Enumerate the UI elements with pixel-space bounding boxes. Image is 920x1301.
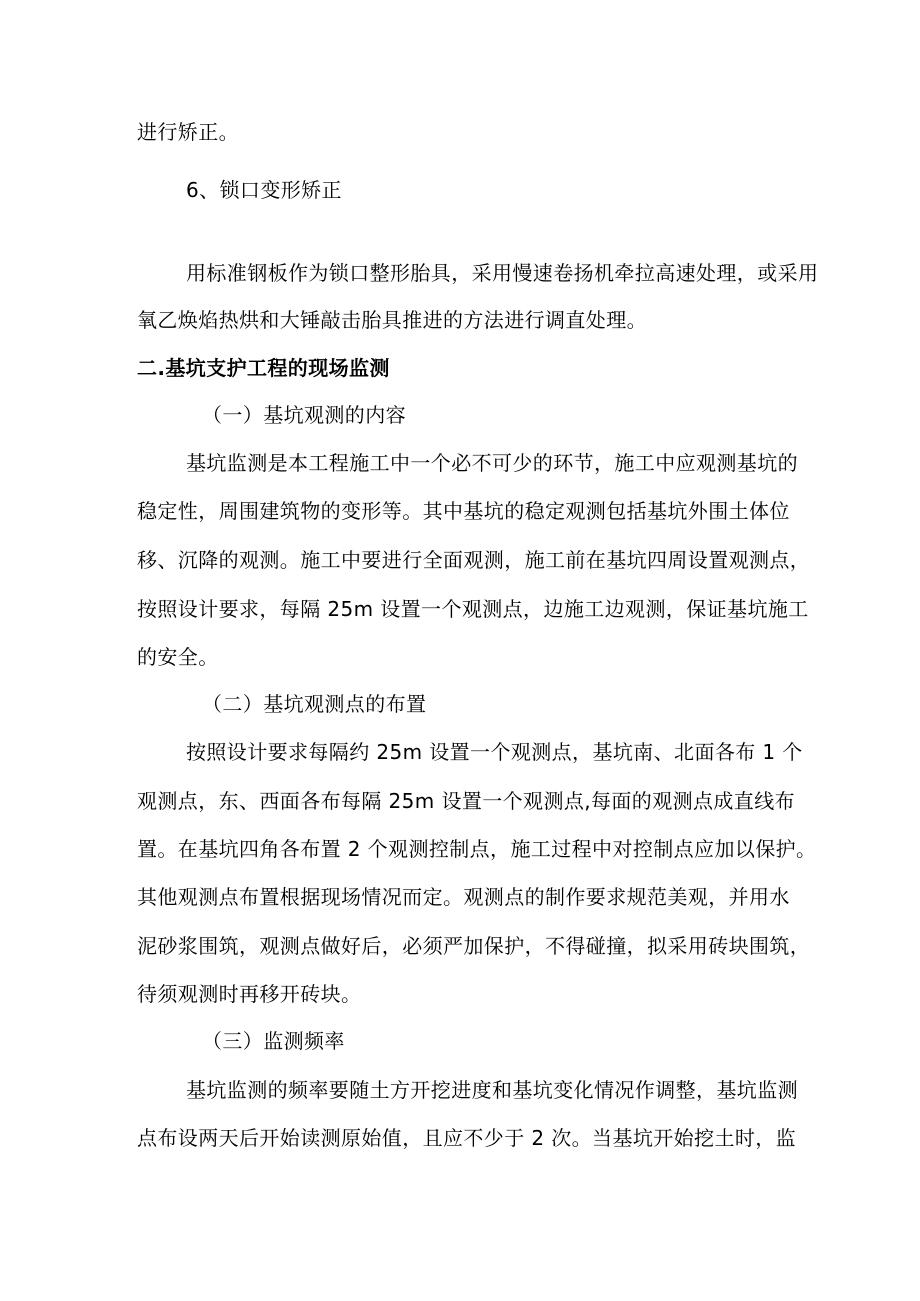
paragraph-line: 基坑监测是本工程施工中一个必不可少的环节，施工中应观测基坑的 bbox=[186, 451, 798, 475]
paragraph-line: 按照设计要求每隔约 25m 设置一个观测点，基坑南、北面各布 1 个 bbox=[186, 740, 803, 764]
paragraph-line: 基坑监测的频率要随土方开挖进度和基坑变化情况作调整，基坑监测 bbox=[186, 1078, 798, 1102]
paragraph-line: 点布设两天后开始读测原始值，且应不少于 2 次。当基坑开始挖土时，监 bbox=[137, 1126, 797, 1150]
subsection-heading: 6、锁口变形矫正 bbox=[186, 178, 342, 202]
paragraph-line: 待须观测时再移开砖块。 bbox=[137, 982, 362, 1006]
paragraph-line: 稳定性，周围建筑物的变形等。其中基坑的稳定观测包括基坑外围土体位 bbox=[137, 499, 790, 523]
paragraph-line: 进行矫正。 bbox=[137, 120, 239, 144]
subsection-heading: （三）监测频率 bbox=[202, 1029, 345, 1053]
paragraph-line: 观测点，东、西面各布每隔 25m 设置一个观测点,每面的观测点成直线布 bbox=[137, 789, 796, 813]
paragraph-line: 用标准钢板作为锁口整形胎具，采用慢速卷扬机牵拉高速处理，或采用 bbox=[186, 261, 819, 285]
paragraph-line: 氧乙焕焰热烘和大锤敲击胎具推进的方法进行调直处理。 bbox=[137, 308, 647, 332]
paragraph-line: 的安全。 bbox=[137, 645, 219, 669]
section-heading: 二.基坑支护工程的现场监测 bbox=[137, 356, 390, 380]
paragraph-line: 泥砂浆围筑，观测点做好后，必须严加保护，不得碰撞，拟采用砖块围筑， bbox=[137, 934, 811, 958]
subsection-heading: （一）基坑观测的内容 bbox=[202, 403, 406, 427]
subsection-heading: （二）基坑观测点的布置 bbox=[202, 692, 427, 716]
paragraph-line: 按照设计要求，每隔 25m 设置一个观测点，边施工边观测，保证基坑施工 bbox=[137, 597, 809, 621]
paragraph-line: 其他观测点布置根据现场情况而定。观测点的制作要求规范美观，并用水 bbox=[137, 885, 790, 909]
paragraph-line: 移、沉降的观测。施工中要进行全面观测，施工前在基坑四周设置观测点， bbox=[137, 548, 811, 572]
paragraph-line: 置。在基坑四角各布置 2 个观测控制点，施工过程中对控制点应加以保护。 bbox=[137, 837, 817, 861]
